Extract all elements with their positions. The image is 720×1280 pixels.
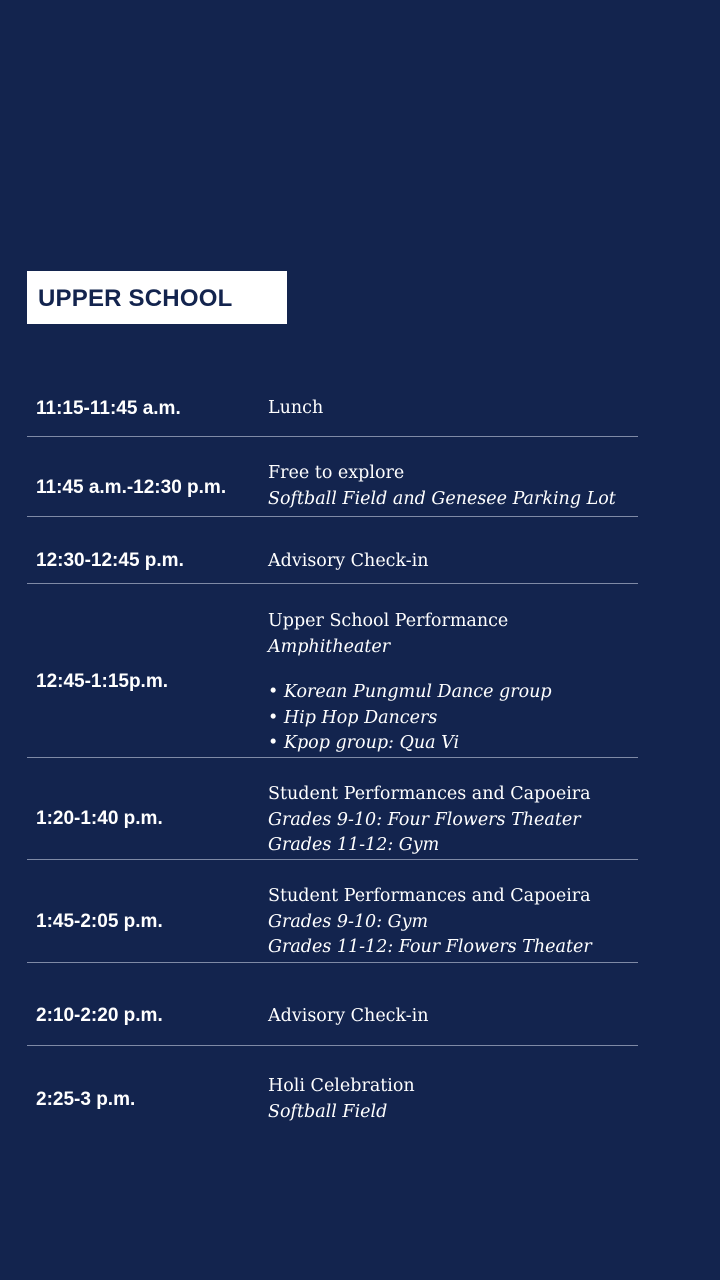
schedule-detail (268, 1074, 415, 1125)
performer-item: • Kpop group: Qua Vi (268, 733, 460, 753)
schedule-event: Holi Celebration (268, 1076, 415, 1096)
schedule-event: Free to explore (268, 463, 405, 483)
row-divider (27, 516, 638, 517)
schedule-event: Student Performances and Capoeira (268, 784, 591, 804)
schedule-time: 12:45-1:15p.m. (36, 671, 169, 692)
schedule-time: 1:20-1:40 p.m. (36, 808, 163, 829)
performer-item: • Korean Pungmul Dance group (268, 682, 552, 702)
schedule-time: 1:45-2:05 p.m. (36, 911, 163, 932)
schedule-location: Grades 9-10: Gym (268, 911, 429, 932)
schedule-event: Lunch (268, 398, 324, 418)
schedule-detail (268, 396, 323, 422)
schedule-event: Student Performances and Capoeira (268, 886, 591, 906)
spacer (268, 660, 552, 680)
schedule-event: Advisory Check-in (268, 551, 429, 571)
schedule-detail (268, 549, 429, 575)
schedule-location: Grades 11-12: Gym (268, 835, 440, 855)
schedule-time: 12:30-12:45 p.m. (36, 550, 184, 571)
schedule-location: Grades 11-12: Four Flowers Theater (268, 937, 592, 957)
section-heading: UPPER SCHOOL (38, 285, 233, 312)
schedule-detail (268, 1004, 429, 1030)
schedule-time: 11:15-11:45 a.m. (36, 398, 181, 419)
schedule-time: 2:10-2:20 p.m. (36, 1005, 163, 1026)
schedule-detail (268, 884, 592, 961)
schedule-time: 2:25-3 p.m. (36, 1089, 136, 1110)
schedule-location: Softball Field and Genesee Parking Lot (268, 488, 616, 509)
section-heading-box (27, 271, 287, 324)
schedule-location: Grades 9-10: Four Flowers Theater (268, 809, 581, 830)
schedule-event: Advisory Check-in (268, 1006, 429, 1026)
schedule-detail (268, 782, 591, 859)
performer-item: • Hip Hop Dancers (268, 707, 438, 728)
schedule-location: Amphitheater (268, 636, 391, 657)
row-divider (27, 859, 638, 860)
row-divider (27, 757, 638, 758)
schedule-location: Softball Field (268, 1101, 388, 1122)
row-divider (27, 1045, 638, 1046)
schedule-detail (268, 609, 552, 757)
schedule-event: Upper School Performance (268, 611, 509, 631)
row-divider (27, 436, 638, 437)
row-divider (27, 583, 638, 584)
schedule-time: 11:45 a.m.-12:30 p.m. (36, 477, 227, 498)
row-divider (27, 962, 638, 963)
schedule-detail (268, 461, 616, 512)
